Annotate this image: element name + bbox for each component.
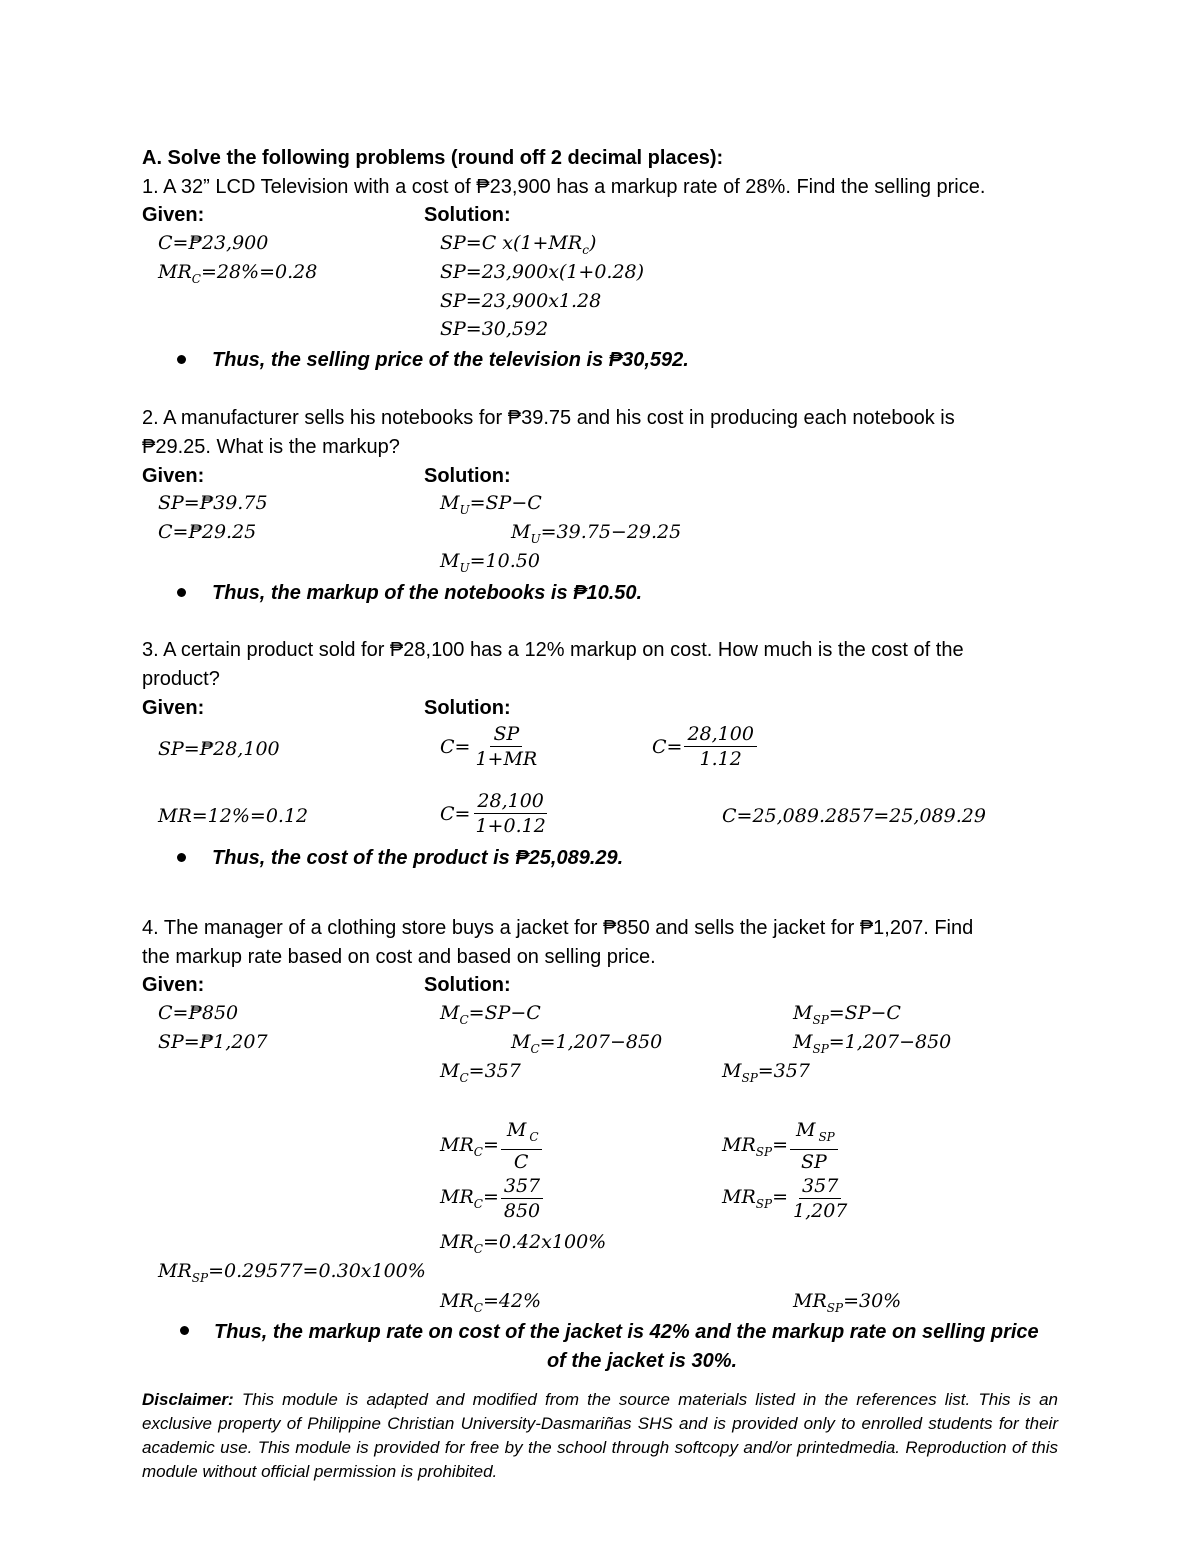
p1-solution-step-3: SP=23,900x1.28 xyxy=(440,290,602,312)
problem-4-question-line-1: 4. The manager of a clothing store buys a jacket for ₱850 and sells the jacket for ₱1,207. Find xyxy=(142,917,974,939)
bullet-icon xyxy=(177,355,186,364)
p4-markup-cost-step-3: $M_C=357$ xyxy=(440,1060,521,1085)
p2-solution-step-2: $M_U=39.75-29.25$ xyxy=(511,521,682,546)
p3-result: C=25,089.2857=25,089.29 xyxy=(722,805,986,827)
given-label: Given: xyxy=(142,697,205,719)
given-label: Given: xyxy=(142,974,205,996)
problem-3-question-line-1: 3. A certain product sold for ₱28,100 has a 12% markup on cost. How much is the cost of the xyxy=(142,639,964,661)
p4-rate-sp-substitution: $MR_{SP}=$ $\frac{357}{1,207}$ xyxy=(722,1175,848,1222)
p2-solution-step-3: $M_U=10.50$ xyxy=(440,550,540,575)
problem-3-question-line-2: product? xyxy=(142,668,220,690)
p1-given-cost: C=₱23,900 xyxy=(158,232,269,254)
p3-given-selling-price: SP=₱28,100 xyxy=(158,738,280,760)
p1-solution-step-4: SP=30,592 xyxy=(440,318,549,340)
p3-given-markup-rate: MR=12%=0.12 xyxy=(158,805,309,827)
solution-label: Solution: xyxy=(424,465,511,487)
p4-rate-cost-decimal: $MR_C=0.42x100\%$ xyxy=(440,1231,607,1256)
given-label: Given: xyxy=(142,465,205,487)
bullet-icon xyxy=(177,853,186,862)
p3-substitution: C= $\frac{28,100}{1+0.12}$ xyxy=(440,790,546,837)
p2-given-cost: C=₱29.25 xyxy=(158,521,257,543)
p4-markup-cost-step-1: $M_C=SP-C$ xyxy=(440,1002,541,1027)
problem-2-question-line-1: 2. A manufacturer sells his notebooks for ₱39.75 and his cost in producing each notebook is xyxy=(142,407,955,429)
p3-substitution-simplified: C= $\frac{28,100}{1.12}$ xyxy=(652,722,757,771)
solution-label: Solution: xyxy=(424,697,511,719)
bullet-icon xyxy=(177,588,186,597)
p3-conclusion: Thus, the cost of the product is ₱25,089.29. xyxy=(212,847,624,869)
p2-given-selling-price: SP=₱39.75 xyxy=(158,492,268,514)
problem-2-question-line-2: ₱29.25. What is the markup? xyxy=(142,436,400,458)
solution-label: Solution: xyxy=(424,974,511,996)
given-label: Given: xyxy=(142,204,205,226)
p4-markup-sp-step-3: $M_{SP}=357$ xyxy=(722,1060,810,1085)
p1-solution-step-2: SP=23,900x(1+0.28) xyxy=(440,261,645,283)
p1-given-markup-rate: $MR_C=28\%=0.28$ xyxy=(158,261,318,286)
p4-markup-sp-step-2: $M_{SP}=1,207-850$ xyxy=(793,1031,952,1056)
problem-1-question: 1. A 32” LCD Television with a cost of ₱23,900 has a markup rate of 28%. Find the selling price. xyxy=(142,176,986,198)
section-heading: A. Solve the following problems (round off 2 decimal places): xyxy=(142,147,724,169)
p4-rate-cost-substitution: $MR_C=$ $\frac{357}{850}$ xyxy=(440,1174,543,1223)
p2-solution-step-1: $M_U=SP-C$ xyxy=(440,492,542,517)
bullet-icon xyxy=(180,1326,189,1335)
problem-4-question-line-2: the markup rate based on cost and based on selling price. xyxy=(142,946,656,968)
p4-rate-cost-formula: $MR_C=$ $\frac{M _C}{C}$ xyxy=(440,1118,542,1174)
p4-conclusion-line-1: Thus, the markup rate on cost of the jacket is 42% and the markup rate on selling price xyxy=(214,1321,1039,1343)
solution-label: Solution: xyxy=(424,204,511,226)
p4-given-cost: C=₱850 xyxy=(158,1002,239,1024)
p4-rate-sp-decimal: $MR_{SP}=0.29577=0.30x100\%$ xyxy=(158,1260,426,1285)
p1-conclusion: Thus, the selling price of the television is ₱30,592. xyxy=(212,349,689,371)
p4-conclusion-line-2: of the jacket is 30%. xyxy=(546,1350,738,1372)
p3-formula-cost: C= $\frac{SP}{1+MR}$ xyxy=(440,723,538,770)
p4-rate-sp-result: $MR_{SP}=30\%$ xyxy=(793,1290,902,1315)
p4-rate-cost-result: $MR_C=42\%$ xyxy=(440,1290,542,1315)
p4-rate-sp-formula: $MR_{SP}=$ M $_{SP}$ SP xyxy=(722,1118,838,1174)
p4-given-selling-price: SP=₱1,207 xyxy=(158,1031,268,1053)
p1-solution-step-1: SP=C $x(1+MR_c)$ xyxy=(440,232,597,257)
p4-markup-sp-step-1: $M_{SP}=SP-C$ xyxy=(793,1002,901,1027)
p2-conclusion: Thus, the markup of the notebooks is ₱10.50. xyxy=(212,582,643,604)
p4-markup-cost-step-2: $M_C=1,207-850$ xyxy=(511,1031,663,1056)
disclaimer: Disclaimer: This module is adapted and modified from the source materials listed in the references list. This is an exclusive property of Philippine Christian University-Dasmariñas SHS and is provided only to enrolled students for their academic use. This module is provided for free by the school through softcopy and/or printedmedia. Reproduction of this module without official permission is prohibited. xyxy=(142,1390,1058,1481)
